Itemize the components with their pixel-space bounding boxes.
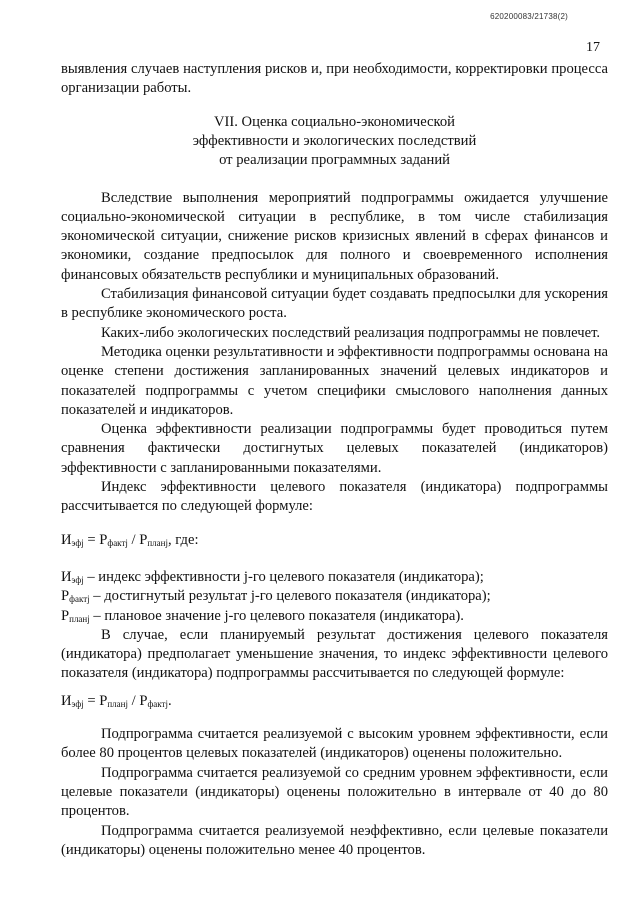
formula-efficiency-index-inverse: $И_{эфj} = P_{планj} / P_{фактj}$.: [61, 692, 172, 709]
paragraph: Подпрограмма считается реализуемой неэффективно, если целевые показатели (индикаторы) оценены положительно менее 40 процентов.: [61, 822, 608, 858]
section-heading: [61, 113, 608, 170]
paragraph: Методика оценки результативности и эффективности подпрограммы основана на оценке степени достижения запланированных значений целевых индикаторов и показателей подпрограммы с учетом специфики смыслового наполнения данных показателей и индикаторов.: [61, 343, 609, 418]
intro-paragraph-tail: выявления случаев наступления рисков и, при необходимости, корректировки процесса организации работы.: [61, 61, 608, 97]
definition-line: $И_{эфj}$ – индекс эффективности j-го целевого показателя (индикатора);: [61, 568, 484, 585]
document-id: 620200083/21738(2): [490, 12, 568, 21]
section-heading-line: от реализации программных заданий: [219, 151, 450, 168]
paragraph: Стабилизация финансовой ситуации будет создавать предпосылки для ускорения в республике экономического роста.: [61, 286, 608, 322]
section-heading-line: VII. Оценка социально-экономической: [214, 113, 455, 130]
paragraph: Каких-либо экологических последствий реализация подпрограммы не повлечет.: [101, 324, 601, 341]
section-heading-line: эффективности и экологических последствий: [192, 132, 477, 149]
definition-line: $P_{планj}$ – плановое значение j-го целевого показателя (индикатора).: [61, 607, 464, 624]
paragraph: Оценка эффективности реализации подпрограммы будет проводиться путем сравнения фактически достигнутых целевых показателей (индикаторов) эффективности с запланированными показателями.: [61, 421, 608, 476]
page-number: 17: [586, 40, 600, 55]
definition-line: $P_{фактj}$ – достигнутый результат j-го целевого показателя (индикатора);: [61, 588, 491, 605]
formula-definitions: [61, 568, 608, 626]
paragraph: Подпрограмма считается реализуемой с высоким уровнем эффективности, если более 80 процентов целевых показателей (индикаторов) оценены положительно.: [61, 726, 608, 762]
page-content: [61, 60, 608, 860]
formula-efficiency-index: $И_{эфj} = P_{фактj} / P_{планj}$, где:: [61, 531, 199, 548]
paragraph: Вследствие выполнения мероприятий подпрограммы ожидается улучшение социально-экономической ситуации в республике, в том числе стабилизация экономической ситуации, снижение рисков кризисных явлений в сферах финансов и экономики, создание предпосылок для полного и своевременного исполнения финансовых обязательств республики и муниципальных образований.: [61, 189, 608, 283]
paragraph: Индекс эффективности целевого показателя (индикатора) подпрограммы рассчитывается по следующей формуле:: [61, 479, 608, 515]
paragraph: Подпрограмма считается реализуемой со средним уровнем эффективности, если целевые показатели (индикаторы) оценены положительно в интервале от 40 до 80 процентов.: [61, 764, 608, 820]
paragraph: В случае, если планируемый результат достижения целевого показателя (индикатора) предполагает уменьшение значения, то индекс эффективности целевого показателя (индикатора) подпрограммы рассчитывается по следующей формуле:: [61, 626, 608, 682]
